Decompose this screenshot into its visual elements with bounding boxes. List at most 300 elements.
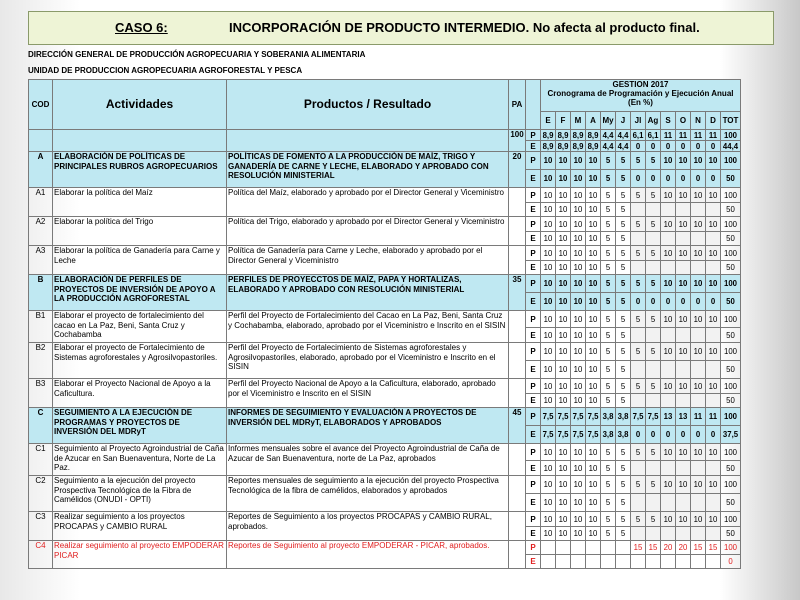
p-value-b3-j: 5 (616, 379, 631, 394)
e-value-b2-n (691, 361, 706, 379)
p-value-b1-a: 10 (586, 311, 601, 328)
case-title: INCORPORACIÓN DE PRODUCTO INTERMEDIO. No afecta al producto final. (229, 20, 700, 35)
e-value-c2-n (691, 494, 706, 512)
e-value-a2-s (661, 232, 676, 246)
table-row (29, 343, 741, 361)
table-row (29, 188, 741, 203)
e-value-c4-n (691, 555, 706, 569)
p-value-b1-my: 5 (601, 311, 616, 328)
p-value-c3-s: 10 (661, 512, 676, 527)
row-p-label-c1: P (526, 444, 541, 461)
e-value-total-f: 8,9 (556, 141, 571, 152)
e-value-c1-d (706, 461, 721, 476)
header-cod: COD (29, 80, 53, 130)
p-value-b-s: 10 (661, 275, 676, 293)
header-actividades: Actividades (53, 80, 227, 130)
e-value-c3-a: 10 (586, 527, 601, 541)
row-activity-total (53, 130, 227, 152)
p-value-c4-m (571, 541, 586, 555)
e-value-total-ag: 0 (646, 141, 661, 152)
e-value-c4-j (616, 555, 631, 569)
p-value-b1-o: 10 (676, 311, 691, 328)
e-value-b3-m: 10 (571, 394, 586, 408)
p-value-c1-d: 10 (706, 444, 721, 461)
p-value-c3-tot: 100 (721, 512, 741, 527)
p-value-b1-d: 10 (706, 311, 721, 328)
row-product-c: INFORMES DE SEGUIMIENTO Y EVALUACIÓN A PROYECTOS DE INVERSIÓN DEL MDRyT, ELABORADOS Y APROBADOS (227, 408, 509, 444)
e-value-b2-s (661, 361, 676, 379)
p-value-total-d: 11 (706, 130, 721, 141)
p-value-a-jl: 5 (631, 152, 646, 170)
e-value-c-ag: 0 (646, 426, 661, 444)
table-row (29, 512, 741, 527)
e-value-b-n: 0 (691, 293, 706, 311)
p-value-c4-e (541, 541, 556, 555)
p-value-b3-d: 10 (706, 379, 721, 394)
row-e-label-total: E (526, 141, 541, 152)
p-value-c3-m: 10 (571, 512, 586, 527)
p-value-total-my: 4,4 (601, 130, 616, 141)
p-value-c4-my (601, 541, 616, 555)
p-value-c4-n: 15 (691, 541, 706, 555)
p-value-total-o: 11 (676, 130, 691, 141)
p-value-c2-s: 10 (661, 476, 676, 494)
row-pa-a2 (509, 217, 526, 246)
p-value-c-a: 7,5 (586, 408, 601, 426)
e-value-c2-jl (631, 494, 646, 512)
row-activity-b: ELABORACIÓN DE PERFILES DE PROYECTOS DE INVERSIÓN DE APOYO A LA PRODUCCIÓN AGROFORESTAL (53, 275, 227, 311)
org-line-2: UNIDAD DE PRODUCCION AGROPECUARIA AGROFORESTAL Y PESCA (28, 66, 303, 75)
p-value-c3-o: 10 (676, 512, 691, 527)
month-header-e: E (541, 112, 556, 130)
e-value-a1-s (661, 203, 676, 217)
p-value-c1-e: 10 (541, 444, 556, 461)
e-value-b1-o (676, 328, 691, 343)
p-value-a2-m: 10 (571, 217, 586, 232)
e-value-c1-j: 5 (616, 461, 631, 476)
p-value-a1-m: 10 (571, 188, 586, 203)
p-value-b3-a: 10 (586, 379, 601, 394)
e-value-b1-jl (631, 328, 646, 343)
row-p-label-b2: P (526, 343, 541, 361)
p-value-c2-j: 5 (616, 476, 631, 494)
p-value-c1-ag: 5 (646, 444, 661, 461)
p-value-b3-s: 10 (661, 379, 676, 394)
e-value-a2-jl (631, 232, 646, 246)
e-value-c4-e (541, 555, 556, 569)
p-value-c4-tot: 100 (721, 541, 741, 555)
p-value-b2-my: 5 (601, 343, 616, 361)
e-value-a2-my: 5 (601, 232, 616, 246)
e-value-b2-o (676, 361, 691, 379)
row-activity-c1: Seguimiento al Proyecto Agroindustrial de Caña de Azucar en San Buenaventura, Norte de La Paz. (53, 444, 227, 476)
e-value-b2-tot: 50 (721, 361, 741, 379)
e-value-a1-f: 10 (556, 203, 571, 217)
e-value-b2-my: 5 (601, 361, 616, 379)
e-value-b3-my: 5 (601, 394, 616, 408)
p-value-b2-n: 10 (691, 343, 706, 361)
p-value-c3-n: 10 (691, 512, 706, 527)
e-value-c4-s (661, 555, 676, 569)
e-value-a-n: 0 (691, 170, 706, 188)
p-value-total-n: 11 (691, 130, 706, 141)
table-row (29, 476, 741, 494)
p-value-b2-ag: 5 (646, 343, 661, 361)
p-value-total-jl: 6,1 (631, 130, 646, 141)
row-code-total (29, 130, 53, 152)
e-value-b1-my: 5 (601, 328, 616, 343)
e-value-c4-d (706, 555, 721, 569)
p-value-b1-m: 10 (571, 311, 586, 328)
p-value-b2-o: 10 (676, 343, 691, 361)
e-value-c1-e: 10 (541, 461, 556, 476)
e-value-b1-s (661, 328, 676, 343)
p-value-b-my: 5 (601, 275, 616, 293)
header-pa: PA (509, 80, 526, 130)
row-e-label-c1: E (526, 461, 541, 476)
e-value-total-a: 8,9 (586, 141, 601, 152)
p-value-total-f: 8,9 (556, 130, 571, 141)
e-value-c2-my: 5 (601, 494, 616, 512)
table-row (29, 246, 741, 261)
row-product-b3: Perfil del Proyecto Nacional de Apoyo a la Caficultura, elaborado, aprobado por el Viceministro e Inscrito en el SISIN (227, 379, 509, 408)
e-value-c2-e: 10 (541, 494, 556, 512)
month-header-j: J (616, 112, 631, 130)
e-value-b3-a: 10 (586, 394, 601, 408)
p-value-a1-n: 10 (691, 188, 706, 203)
e-value-b2-a: 10 (586, 361, 601, 379)
p-value-c1-m: 10 (571, 444, 586, 461)
p-value-b-jl: 5 (631, 275, 646, 293)
p-value-total-ag: 6,1 (646, 130, 661, 141)
p-value-b3-n: 10 (691, 379, 706, 394)
header-cronograma: Cronograma de Programación y Ejecución Anual (En %) (547, 89, 734, 107)
p-value-b-n: 10 (691, 275, 706, 293)
e-value-a2-o (676, 232, 691, 246)
e-value-a-j: 5 (616, 170, 631, 188)
p-value-c4-s: 20 (661, 541, 676, 555)
p-value-b3-f: 10 (556, 379, 571, 394)
e-value-a1-j: 5 (616, 203, 631, 217)
p-value-a3-e: 10 (541, 246, 556, 261)
e-value-b2-d (706, 361, 721, 379)
p-value-a2-n: 10 (691, 217, 706, 232)
row-product-total (227, 130, 509, 152)
p-value-a2-o: 10 (676, 217, 691, 232)
month-header-o: O (676, 112, 691, 130)
e-value-a-s: 0 (661, 170, 676, 188)
e-value-c-d: 0 (706, 426, 721, 444)
p-value-a3-ag: 5 (646, 246, 661, 261)
p-value-c-o: 13 (676, 408, 691, 426)
p-value-a3-my: 5 (601, 246, 616, 261)
e-value-b3-jl (631, 394, 646, 408)
e-value-b1-f: 10 (556, 328, 571, 343)
e-value-a2-tot: 50 (721, 232, 741, 246)
month-header-ag: Ag (646, 112, 661, 130)
e-value-b-a: 10 (586, 293, 601, 311)
e-value-b2-f: 10 (556, 361, 571, 379)
row-e-label-b: E (526, 293, 541, 311)
row-product-a1: Política del Maíz, elaborado y aprobado por el Director General y Viceministro (227, 188, 509, 217)
month-header-m: M (571, 112, 586, 130)
e-value-c-m: 7,5 (571, 426, 586, 444)
p-value-b-j: 5 (616, 275, 631, 293)
row-e-label-a1: E (526, 203, 541, 217)
month-header-f: F (556, 112, 571, 130)
p-value-a-n: 10 (691, 152, 706, 170)
p-value-c-jl: 7,5 (631, 408, 646, 426)
title-box (28, 11, 774, 45)
e-value-c4-ag (646, 555, 661, 569)
row-e-label-b3: E (526, 394, 541, 408)
e-value-c1-f: 10 (556, 461, 571, 476)
month-header-tot: TOT (721, 112, 741, 130)
header-gestion-year: GESTION 2017 (612, 80, 669, 89)
e-value-a2-n (691, 232, 706, 246)
e-value-a1-d (706, 203, 721, 217)
p-value-b1-n: 10 (691, 311, 706, 328)
p-value-a1-j: 5 (616, 188, 631, 203)
row-pa-b: 35 (509, 275, 526, 311)
p-value-a2-s: 10 (661, 217, 676, 232)
p-value-b2-a: 10 (586, 343, 601, 361)
e-value-c2-s (661, 494, 676, 512)
e-value-a2-e: 10 (541, 232, 556, 246)
p-value-c-ag: 7,5 (646, 408, 661, 426)
row-p-label-b1: P (526, 311, 541, 328)
table-row (29, 152, 741, 170)
p-value-total-j: 4,4 (616, 130, 631, 141)
p-value-c1-my: 5 (601, 444, 616, 461)
row-p-label-b: P (526, 275, 541, 293)
e-value-c4-tot: 0 (721, 555, 741, 569)
row-e-label-c: E (526, 426, 541, 444)
row-activity-c: SEGUIMIENTO A LA EJECUCIÓN DE PROGRAMAS Y PROYECTOS DE INVERSIÓN DEL MDRyT (53, 408, 227, 444)
p-value-a-my: 5 (601, 152, 616, 170)
e-value-c2-m: 10 (571, 494, 586, 512)
e-value-c2-a: 10 (586, 494, 601, 512)
p-value-a3-n: 10 (691, 246, 706, 261)
e-value-c1-my: 5 (601, 461, 616, 476)
e-value-total-o: 0 (676, 141, 691, 152)
table-row (29, 130, 741, 141)
e-value-b-d: 0 (706, 293, 721, 311)
e-value-c3-n (691, 527, 706, 541)
e-value-a3-o (676, 261, 691, 275)
org-line-1: DIRECCIÓN GENERAL DE PRODUCCIÓN AGROPECUARIA Y SOBERANIA ALIMENTARIA (28, 50, 366, 59)
e-value-a2-ag (646, 232, 661, 246)
p-value-b3-e: 10 (541, 379, 556, 394)
month-header-jl: Jl (631, 112, 646, 130)
p-value-a3-jl: 5 (631, 246, 646, 261)
row-e-label-a3: E (526, 261, 541, 275)
p-value-c2-n: 10 (691, 476, 706, 494)
row-code-b: B (29, 275, 53, 311)
p-value-a1-a: 10 (586, 188, 601, 203)
e-value-c1-ag (646, 461, 661, 476)
p-value-b3-tot: 100 (721, 379, 741, 394)
e-value-b-s: 0 (661, 293, 676, 311)
e-value-c3-e: 10 (541, 527, 556, 541)
row-code-a3: A3 (29, 246, 53, 275)
row-product-c3: Reportes de Seguimiento a los proyectos PROCAPAS y CAMBIO RURAL, aprobados. (227, 512, 509, 541)
e-value-a3-my: 5 (601, 261, 616, 275)
row-product-b1: Perfil del Proyecto de Fortalecimiento del Cacao en La Paz, Beni, Santa Cruz y Cochabamba, elaborado, aprobado por el Viceministro e Inscrito en el SISIN (227, 311, 509, 343)
p-value-b2-d: 10 (706, 343, 721, 361)
e-value-b-jl: 0 (631, 293, 646, 311)
row-p-label-a: P (526, 152, 541, 170)
e-value-a3-j: 5 (616, 261, 631, 275)
e-value-c2-tot: 50 (721, 494, 741, 512)
p-value-c-my: 3,8 (601, 408, 616, 426)
e-value-total-e: 8,9 (541, 141, 556, 152)
row-product-a: POLÍTICAS DE FOMENTO A LA PRODUCCIÓN DE MAÍZ, TRIGO Y GANADERÍA DE CARNE Y LECHE, ELABORADO Y APROBADO CON RESOLUCIÓN MINISTERIAL (227, 152, 509, 188)
e-value-c-jl: 0 (631, 426, 646, 444)
e-value-a1-tot: 50 (721, 203, 741, 217)
p-value-c3-j: 5 (616, 512, 631, 527)
e-value-c-a: 7,5 (586, 426, 601, 444)
p-value-a1-ag: 5 (646, 188, 661, 203)
p-value-a-tot: 100 (721, 152, 741, 170)
p-value-a-a: 10 (586, 152, 601, 170)
e-value-c3-my: 5 (601, 527, 616, 541)
p-value-b1-j: 5 (616, 311, 631, 328)
e-value-b1-j: 5 (616, 328, 631, 343)
e-value-c-o: 0 (676, 426, 691, 444)
p-value-c1-f: 10 (556, 444, 571, 461)
e-value-total-my: 4,4 (601, 141, 616, 152)
row-product-a2: Política del Trigo, elaborado y aprobado por el Director General y Viceministro (227, 217, 509, 246)
row-product-c1: Informes mensuales sobre el avance del Proyecto Agroindustrial de Caña de Azucar de San Buenaventura, norte de La Paz, aprobados (227, 444, 509, 476)
e-value-a1-jl (631, 203, 646, 217)
table-row (29, 379, 741, 394)
row-pa-b2 (509, 343, 526, 379)
e-value-a2-f: 10 (556, 232, 571, 246)
e-value-b3-s (661, 394, 676, 408)
row-code-c1: C1 (29, 444, 53, 476)
p-value-a2-a: 10 (586, 217, 601, 232)
e-value-a1-a: 10 (586, 203, 601, 217)
p-value-c4-f (556, 541, 571, 555)
e-value-a3-e: 10 (541, 261, 556, 275)
e-value-total-j: 4,4 (616, 141, 631, 152)
e-value-a1-my: 5 (601, 203, 616, 217)
p-value-c-s: 13 (661, 408, 676, 426)
e-value-c4-f (556, 555, 571, 569)
p-value-a-o: 10 (676, 152, 691, 170)
p-value-c-tot: 100 (721, 408, 741, 426)
e-value-c3-ag (646, 527, 661, 541)
row-product-b2: Perfil del Proyecto de Fortalecimiento de Sistemas agroforestales y Agrosilvopastoriles, elaborado, aprobado por el Viceministro e Inscrito en el SISIN (227, 343, 509, 379)
p-value-c4-ag: 15 (646, 541, 661, 555)
e-value-a-o: 0 (676, 170, 691, 188)
e-value-a1-ag (646, 203, 661, 217)
p-value-c1-s: 10 (661, 444, 676, 461)
e-value-c-tot: 37,5 (721, 426, 741, 444)
row-pa-c4 (509, 541, 526, 569)
p-value-c3-my: 5 (601, 512, 616, 527)
table-row (29, 217, 741, 232)
p-value-c-d: 11 (706, 408, 721, 426)
case-label: CASO 6: (115, 20, 168, 35)
row-e-label-b2: E (526, 361, 541, 379)
month-header-my: My (601, 112, 616, 130)
e-value-b3-ag (646, 394, 661, 408)
e-value-c3-tot: 50 (721, 527, 741, 541)
e-value-a-m: 10 (571, 170, 586, 188)
e-value-a3-d (706, 261, 721, 275)
e-value-b2-e: 10 (541, 361, 556, 379)
table-row (29, 408, 741, 426)
e-value-b1-n (691, 328, 706, 343)
e-value-a2-m: 10 (571, 232, 586, 246)
row-code-a1: A1 (29, 188, 53, 217)
e-value-c2-ag (646, 494, 661, 512)
row-pa-a: 20 (509, 152, 526, 188)
p-value-total-a: 8,9 (586, 130, 601, 141)
p-value-c2-o: 10 (676, 476, 691, 494)
p-value-a-m: 10 (571, 152, 586, 170)
row-p-label-c: P (526, 408, 541, 426)
row-e-label-b1: E (526, 328, 541, 343)
p-value-a1-tot: 100 (721, 188, 741, 203)
e-value-c4-my (601, 555, 616, 569)
e-value-b1-m: 10 (571, 328, 586, 343)
p-value-a3-tot: 100 (721, 246, 741, 261)
p-value-b-ag: 5 (646, 275, 661, 293)
row-code-c: C (29, 408, 53, 444)
p-value-a-s: 10 (661, 152, 676, 170)
e-value-c-s: 0 (661, 426, 676, 444)
e-value-a-ag: 0 (646, 170, 661, 188)
row-p-label-c2: P (526, 476, 541, 494)
row-pa-a1 (509, 188, 526, 217)
e-value-b1-e: 10 (541, 328, 556, 343)
e-value-a2-a: 10 (586, 232, 601, 246)
e-value-b3-d (706, 394, 721, 408)
e-value-c1-a: 10 (586, 461, 601, 476)
e-value-a3-ag (646, 261, 661, 275)
e-value-total-m: 8,9 (571, 141, 586, 152)
e-value-c-j: 3,8 (616, 426, 631, 444)
e-value-b3-tot: 50 (721, 394, 741, 408)
e-value-total-tot: 44,4 (721, 141, 741, 152)
e-value-a3-s (661, 261, 676, 275)
p-value-b3-my: 5 (601, 379, 616, 394)
row-p-label-a2: P (526, 217, 541, 232)
e-value-a3-a: 10 (586, 261, 601, 275)
p-value-b3-jl: 5 (631, 379, 646, 394)
e-value-total-s: 0 (661, 141, 676, 152)
e-value-c1-m: 10 (571, 461, 586, 476)
row-p-label-a1: P (526, 188, 541, 203)
e-value-c3-o (676, 527, 691, 541)
p-value-a3-f: 10 (556, 246, 571, 261)
month-header-n: N (691, 112, 706, 130)
e-value-c1-s (661, 461, 676, 476)
p-value-c3-jl: 5 (631, 512, 646, 527)
p-value-c2-m: 10 (571, 476, 586, 494)
p-value-total-tot: 100 (721, 130, 741, 141)
month-header-a: A (586, 112, 601, 130)
p-value-a1-f: 10 (556, 188, 571, 203)
p-value-b-tot: 100 (721, 275, 741, 293)
e-value-c3-j: 5 (616, 527, 631, 541)
schedule-table (28, 79, 741, 569)
row-code-b3: B3 (29, 379, 53, 408)
row-activity-c3: Realizar seguimiento a los proyectos PROCAPAS y CAMBIO RURAL (53, 512, 227, 541)
